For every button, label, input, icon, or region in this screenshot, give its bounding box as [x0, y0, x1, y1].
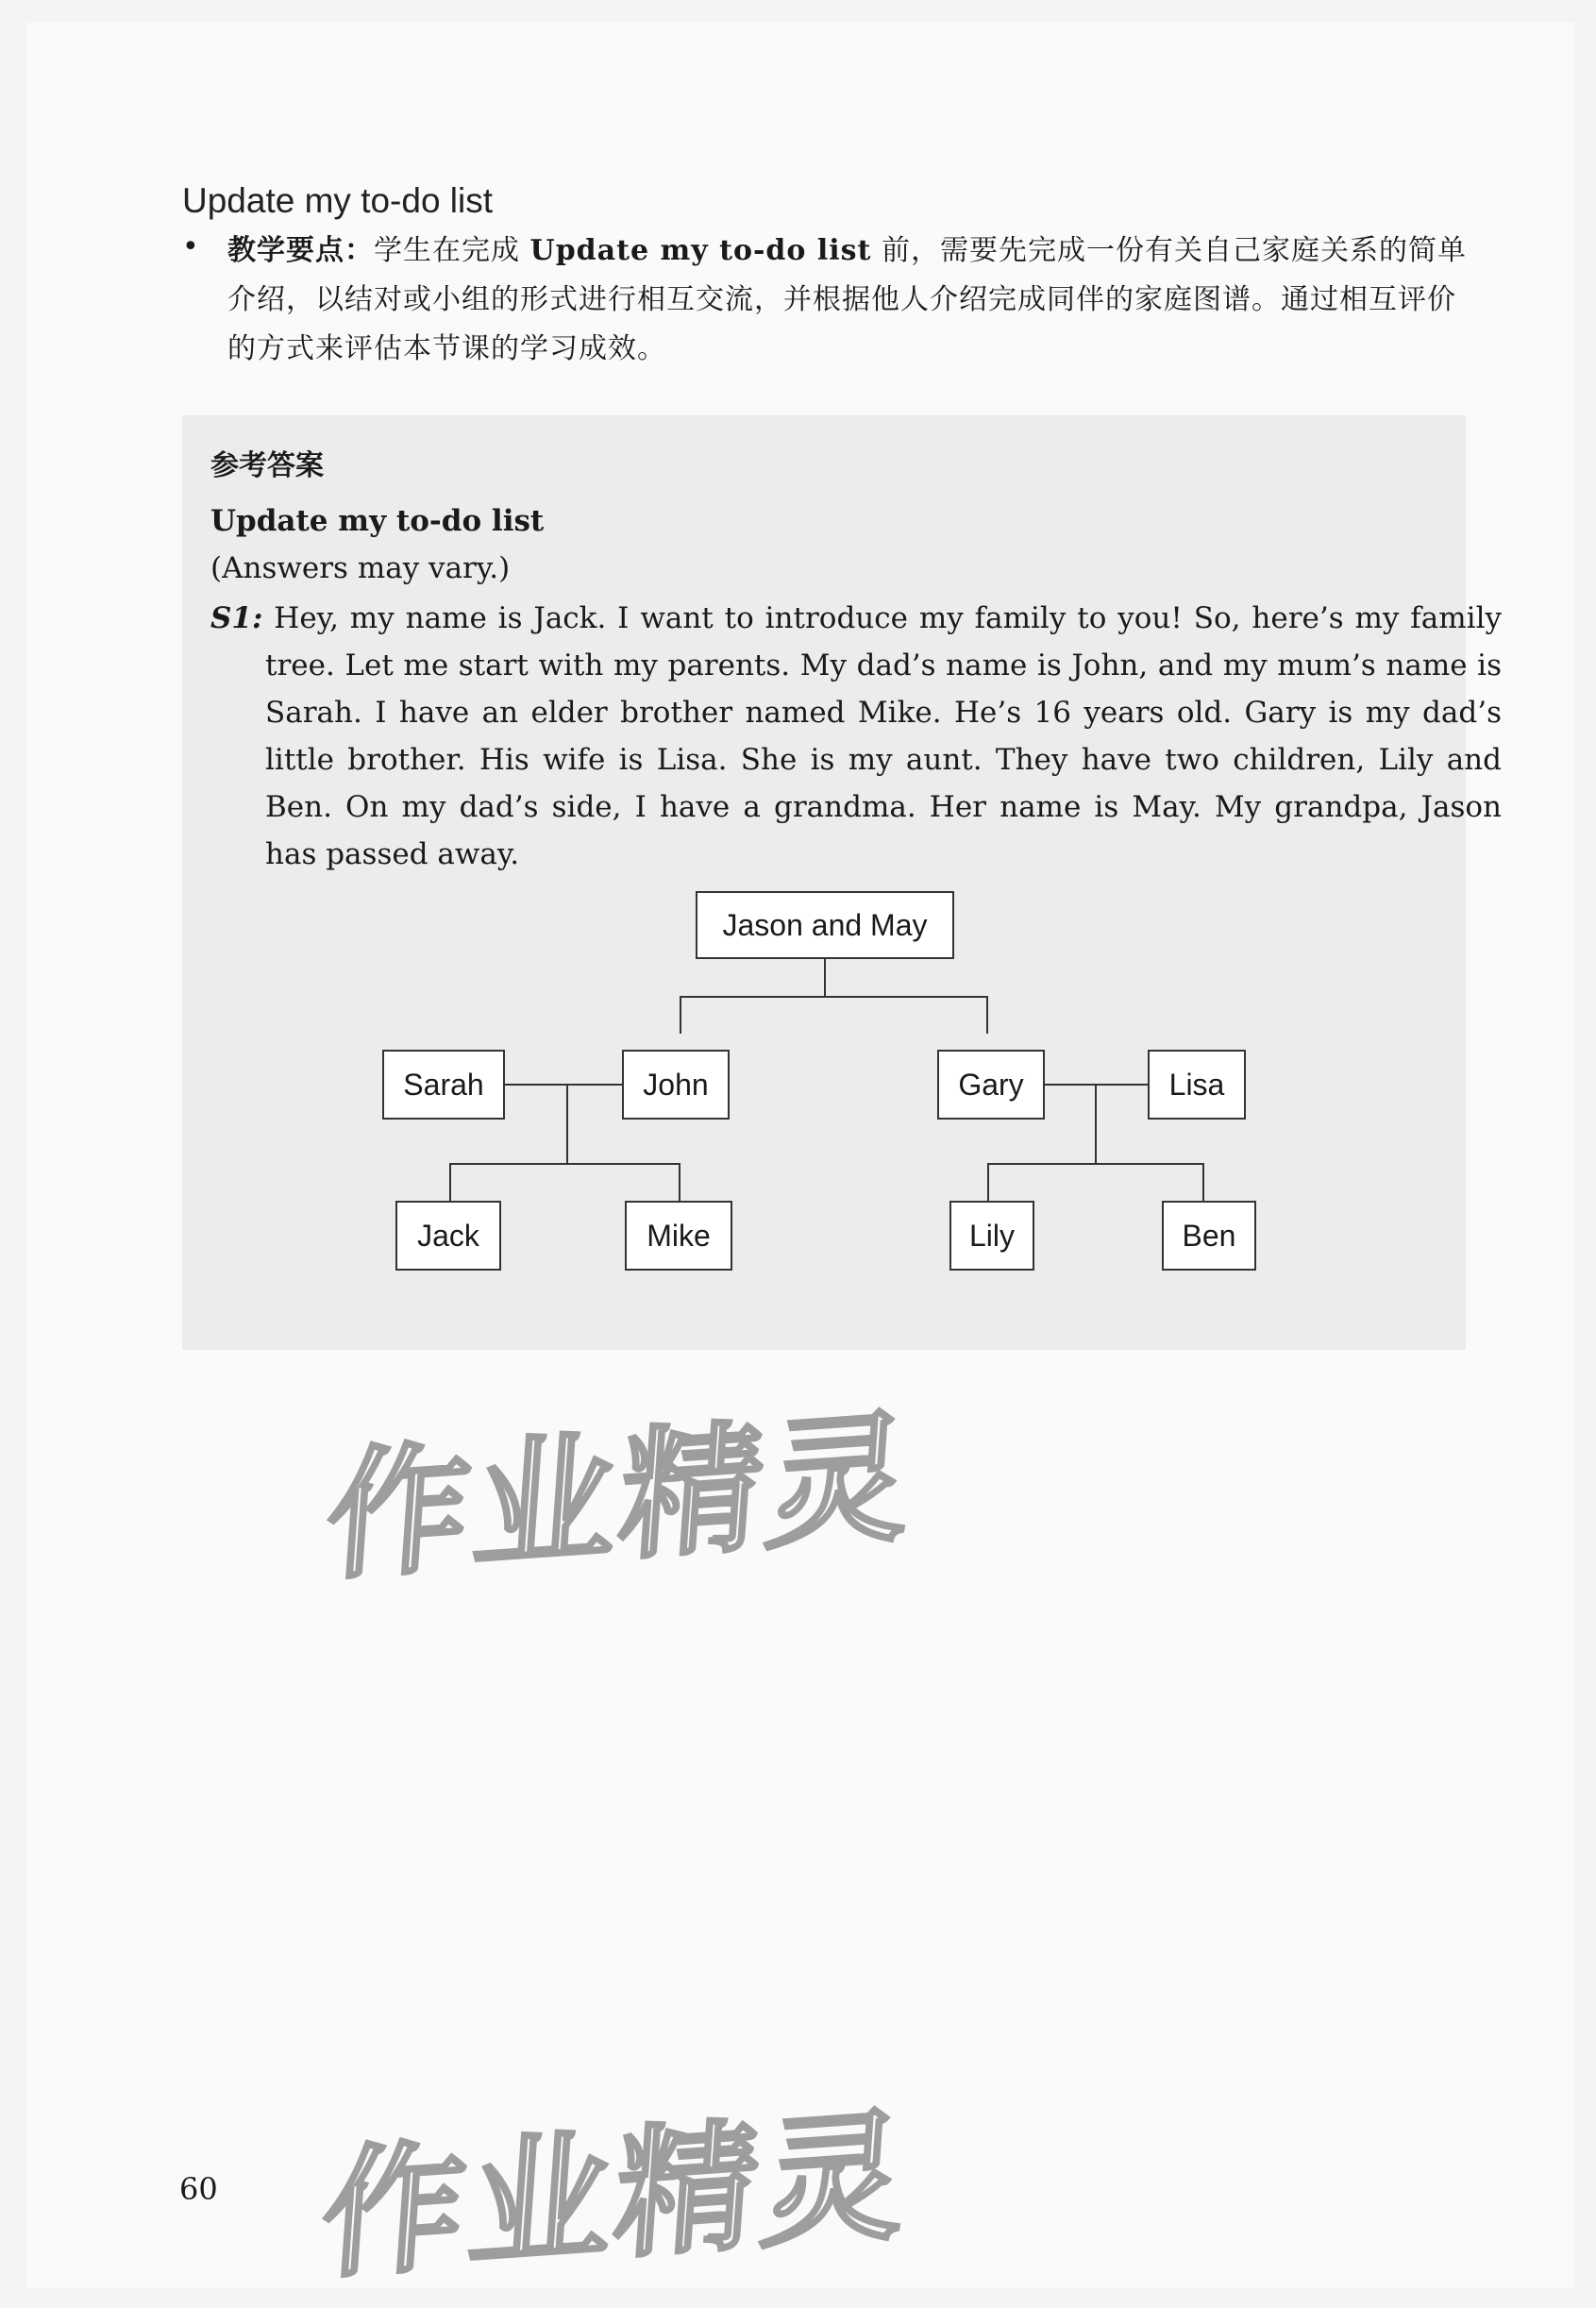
tree-box-ben: Ben [1162, 1201, 1256, 1271]
s1-text: Hey, my name is Jack. I want to introduce my family to you! So, here’s my family tree. Let me start with my parents. My dad’s name is John, and my mum’s name is Sarah. I have an elder brother named Mike. He’s 16 years old. Gary is my dad’s little brother. His wife is Lisa. She is my aunt. They have two children, Lily and Ben. On my dad’s side, I have a grandma. Her name is May. My grandpa, Jason has passed away. [262, 601, 1502, 871]
tree-line [449, 1163, 680, 1165]
bullet-icon: • [182, 230, 199, 263]
answer-note: (Answers may vary.) [210, 551, 511, 585]
tree-box-mike: Mike [625, 1201, 732, 1271]
teaching-point-label: 教学要点： [227, 234, 374, 267]
teaching-point-bold: Update my to-do list [529, 234, 872, 267]
section-title: Update my to-do list [182, 181, 494, 220]
watermark-logo: 作业精灵 [316, 2094, 915, 2300]
tree-box-jack: Jack [395, 1201, 501, 1271]
tree-box-grandparents: Jason and May [696, 891, 954, 959]
tree-line [679, 1163, 680, 1201]
teaching-point-post: 前，需要先完成一份有关自己家庭关系的简单介绍，以结对或小组的形式进行相互交流，并根据他人介绍完成同伴的家庭图谱。通过相互评价的方式来评估本节课的学习成效。 [227, 234, 1467, 365]
answer-s1 [210, 595, 1502, 878]
tree-line [680, 996, 988, 998]
tree-box-john: John [622, 1050, 730, 1120]
teaching-point-pre: 学生在完成 [374, 234, 530, 267]
tree-box-lily: Lily [949, 1201, 1034, 1271]
answer-subheading: Update my to-do list [210, 504, 545, 538]
tree-line [680, 996, 681, 1034]
watermark-logo: 作业精灵 [321, 1395, 919, 1601]
tree-line [987, 1163, 989, 1201]
tree-line [449, 1163, 451, 1201]
tree-line [824, 957, 826, 997]
answer-box [182, 415, 1502, 1350]
tree-box-lisa: Lisa [1148, 1050, 1246, 1120]
answer-heading: 参考答案 [210, 449, 324, 482]
tree-line [987, 1163, 1204, 1165]
tree-box-gary: Gary [937, 1050, 1045, 1120]
tree-line [566, 1084, 568, 1164]
s1-label: S1: [210, 601, 263, 635]
teaching-point-text [227, 227, 1478, 374]
tree-line [1034, 1084, 1150, 1086]
tree-line [986, 996, 988, 1034]
page-number: 60 [179, 2171, 218, 2207]
tree-line [1095, 1084, 1097, 1164]
tree-line [1202, 1163, 1204, 1201]
tree-box-sarah: Sarah [382, 1050, 505, 1120]
tree-line [503, 1084, 624, 1086]
